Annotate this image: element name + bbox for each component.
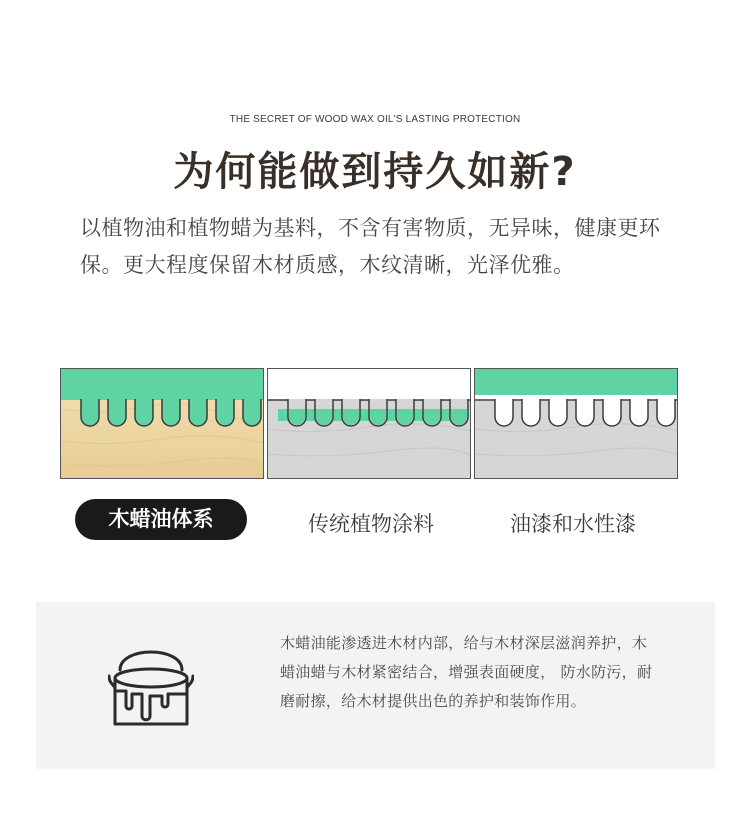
traditional-coating-diagram xyxy=(267,368,471,479)
label-paint: 油漆和水性漆 xyxy=(510,512,636,536)
wood-wax-oil-diagram xyxy=(60,368,264,479)
page-title: 为何能做到持久如新? xyxy=(173,149,577,195)
info-description: 木蜡油能渗透进木材内部，给与木材深层滋润养护，木蜡油蜡与木材紧密结合，增强表面硬度， 防水防污，耐磨耐擦，给木材提供出色的养护和装饰作用。 xyxy=(280,634,653,710)
intro-paragraph: 以植物油和植物蜡为基料，不含有害物质，无异味，健康更环保。更大程度保留木材质感，木纹清晰，光泽优雅。 xyxy=(80,216,661,277)
label-wood-wax-oil: 木蜡油体系 xyxy=(75,499,247,540)
eyebrow-subtitle: THE SECRET OF WOOD WAX OIL'S LASTING PROTECTION xyxy=(229,114,521,125)
info-panel xyxy=(36,602,715,769)
label-traditional-coating: 传统植物涂料 xyxy=(308,512,434,536)
paint-coating-diagram xyxy=(474,368,678,479)
paint-bucket-icon xyxy=(108,636,194,732)
